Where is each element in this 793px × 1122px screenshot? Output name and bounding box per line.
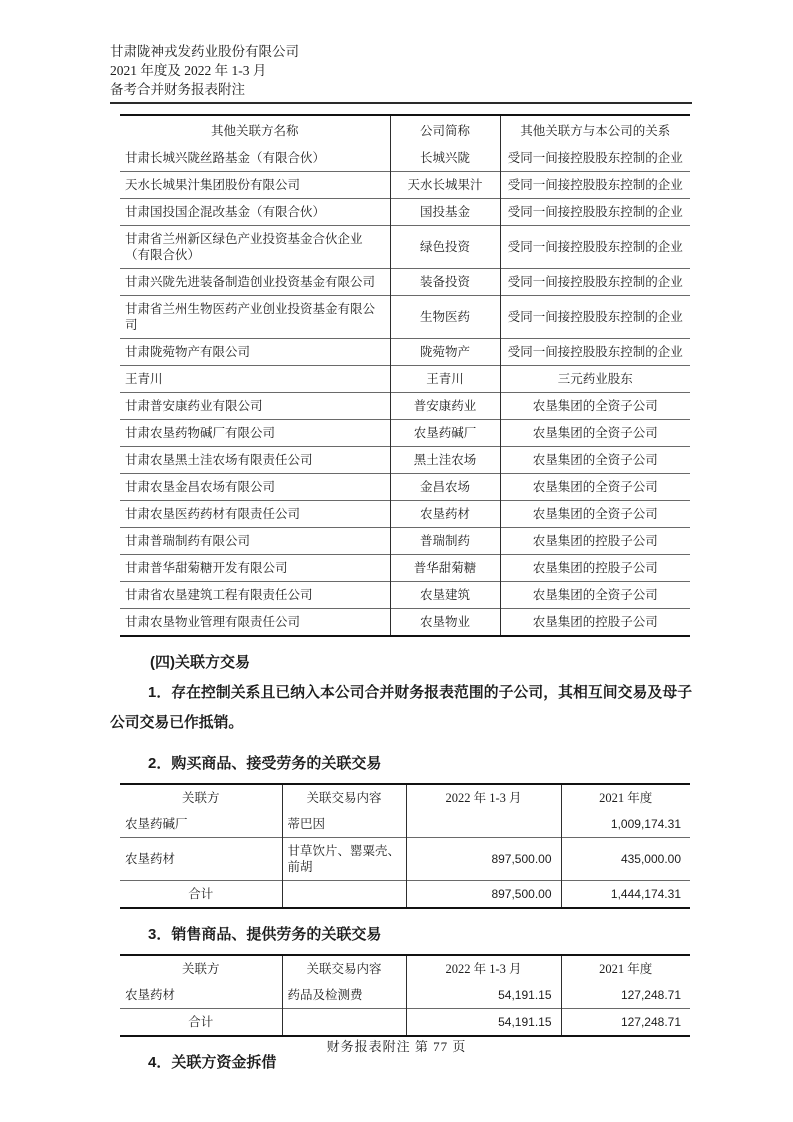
table-header-row (120, 115, 690, 145)
abbr-cell: 陇菀物产 (390, 339, 500, 366)
table-row (120, 296, 690, 339)
amount-2022q1-cell: 54,191.15 (406, 1009, 561, 1037)
page-footer: 财务报表附注 第 77 页 (326, 1039, 467, 1054)
amount-2021-cell: 127,248.71 (561, 1009, 690, 1037)
report-title: 备考合并财务报表附注 (110, 82, 245, 97)
abbr-cell: 黑土洼农场 (390, 447, 500, 474)
abbr-cell: 生物医药 (390, 296, 500, 339)
table-row (120, 838, 690, 881)
party-cell: 农垦药材 (125, 988, 176, 1002)
table-row (120, 501, 690, 528)
name-cell: 甘肃省农垦建筑工程有限责任公司 (125, 588, 313, 602)
item-4-title: 4．关联方资金拆借 (148, 1054, 277, 1071)
sales-transactions-table (120, 954, 690, 1037)
col-header-2021: 2021 年度 (561, 955, 690, 982)
name-cell: 甘肃省兰州生物医药产业创业投资基金有限公司 (125, 302, 376, 332)
party-cell: 农垦药碱厂 (125, 817, 188, 831)
content-cell: 药品及检测费 (282, 982, 406, 1009)
abbr-cell: 金昌农场 (390, 474, 500, 501)
table-row (120, 366, 690, 393)
col-header-party: 关联方 (181, 791, 220, 805)
related-parties-body (120, 145, 690, 636)
relation-cell: 农垦集团的全资子公司 (500, 501, 690, 528)
name-cell: 甘肃普瑞制药有限公司 (125, 534, 251, 548)
related-parties-table (120, 114, 690, 637)
name-cell: 甘肃农垦医药药材有限责任公司 (125, 507, 301, 521)
abbr-cell: 长城兴陇 (390, 145, 500, 172)
relation-cell: 农垦集团的全资子公司 (500, 474, 690, 501)
col-header-party-name: 其他关联方名称 (210, 123, 299, 138)
abbr-cell: 普瑞制药 (390, 528, 500, 555)
amount-2021-cell: 1,444,174.31 (561, 881, 690, 909)
abbr-cell: 农垦建筑 (390, 582, 500, 609)
abbr-cell: 普华甜菊糖 (390, 555, 500, 582)
col-header-2022q1: 2022 年 1-3 月 (406, 784, 561, 811)
relation-cell: 受同一间接控股股东控制的企业 (500, 226, 690, 269)
relation-cell: 农垦集团的全资子公司 (500, 447, 690, 474)
total-row (120, 881, 690, 909)
amount-2022q1-cell: 897,500.00 (406, 881, 561, 909)
name-cell: 甘肃农垦金昌农场有限公司 (125, 480, 276, 494)
table-row (120, 447, 690, 474)
header-divider (110, 102, 692, 104)
page-content (110, 42, 692, 1072)
relation-cell: 农垦集团的全资子公司 (500, 420, 690, 447)
content-cell: 甘草饮片、罂粟壳、前胡 (282, 838, 406, 881)
abbr-cell: 农垦药碱厂 (390, 420, 500, 447)
abbr-cell: 王青川 (390, 366, 500, 393)
amount-2021-cell: 1,009,174.31 (561, 811, 690, 838)
report-period: 2021 年度及 2022 年 1-3 月 (110, 63, 267, 78)
amount-2021-cell: 435,000.00 (561, 838, 690, 881)
item-1-paragraph: 1．存在控制关系且已纳入本公司合并财务报表范围的子公司，其相互间交易及母子公司交易已作抵销。 (110, 685, 692, 731)
relation-cell: 受同一间接控股股东控制的企业 (500, 339, 690, 366)
relation-cell: 农垦集团的全资子公司 (500, 393, 690, 420)
abbr-cell: 装备投资 (390, 269, 500, 296)
content-cell (282, 1009, 406, 1037)
relation-cell: 农垦集团的控股子公司 (500, 609, 690, 637)
table-header-row (120, 955, 690, 982)
relation-cell: 受同一间接控股股东控制的企业 (500, 172, 690, 199)
relation-cell: 三元药业股东 (500, 366, 690, 393)
col-header-2021: 2021 年度 (561, 784, 690, 811)
name-cell: 甘肃农垦黑土洼农场有限责任公司 (125, 453, 313, 467)
amount-2022q1-cell: 897,500.00 (406, 838, 561, 881)
total-label-cell: 合计 (188, 1015, 214, 1029)
party-cell: 农垦药材 (125, 852, 176, 866)
content-cell (282, 881, 406, 909)
name-cell: 甘肃农垦物业管理有限责任公司 (125, 615, 301, 629)
table-row (120, 226, 690, 269)
table-row (120, 528, 690, 555)
relation-cell: 受同一间接控股股东控制的企业 (500, 145, 690, 172)
table-row (120, 145, 690, 172)
abbr-cell: 农垦药材 (390, 501, 500, 528)
document-header (110, 42, 692, 99)
company-name: 甘肃陇神戎发药业股份有限公司 (110, 44, 299, 59)
table-header-row (120, 784, 690, 811)
name-cell: 王青川 (125, 372, 163, 386)
name-cell: 甘肃兴陇先进装备制造创业投资基金有限公司 (125, 275, 376, 289)
content-cell: 蒂巴因 (282, 811, 406, 838)
table-row (120, 269, 690, 296)
amount-2022q1-cell: 54,191.15 (406, 982, 561, 1009)
relation-cell: 农垦集团的控股子公司 (500, 555, 690, 582)
relation-cell: 农垦集团的控股子公司 (500, 528, 690, 555)
abbr-cell: 国投基金 (390, 199, 500, 226)
amount-2021-cell: 127,248.71 (561, 982, 690, 1009)
table-row (120, 982, 690, 1009)
abbr-cell: 绿色投资 (390, 226, 500, 269)
table-row (120, 172, 690, 199)
col-header-content: 关联交易内容 (282, 955, 406, 982)
name-cell: 天水长城果汁集团股份有限公司 (125, 178, 301, 192)
section-4-title: (四)关联方交易 (150, 654, 250, 671)
table-row (120, 555, 690, 582)
relation-cell: 农垦集团的全资子公司 (500, 582, 690, 609)
abbr-cell: 农垦物业 (390, 609, 500, 637)
table-row (120, 393, 690, 420)
item-3-title: 3．销售商品、提供劳务的关联交易 (148, 926, 382, 943)
abbr-cell: 普安康药业 (390, 393, 500, 420)
item-2-title: 2．购买商品、接受劳务的关联交易 (148, 755, 382, 772)
col-header-2022q1: 2022 年 1-3 月 (406, 955, 561, 982)
table-row (120, 420, 690, 447)
col-header-relation: 其他关联方与本公司的关系 (500, 115, 690, 145)
col-header-abbr: 公司简称 (390, 115, 500, 145)
name-cell: 甘肃普安康药业有限公司 (125, 399, 263, 413)
name-cell: 甘肃农垦药物碱厂有限公司 (125, 426, 276, 440)
table-row (120, 474, 690, 501)
relation-cell: 受同一间接控股股东控制的企业 (500, 296, 690, 339)
table-row (120, 609, 690, 637)
table-row (120, 199, 690, 226)
table-row (120, 811, 690, 838)
total-row (120, 1009, 690, 1037)
relation-cell: 受同一间接控股股东控制的企业 (500, 199, 690, 226)
relation-cell: 受同一间接控股股东控制的企业 (500, 269, 690, 296)
name-cell: 甘肃长城兴陇丝路基金（有限合伙） (125, 151, 326, 165)
name-cell: 甘肃省兰州新区绿色产业投资基金合伙企业（有限合伙） (125, 232, 363, 262)
total-label-cell: 合计 (188, 887, 214, 901)
col-header-party: 关联方 (181, 962, 220, 976)
name-cell: 甘肃陇菀物产有限公司 (125, 345, 251, 359)
name-cell: 甘肃国投国企混改基金（有限合伙） (125, 205, 326, 219)
purchase-transactions-table (120, 783, 690, 909)
table-row (120, 339, 690, 366)
amount-2022q1-cell (406, 811, 561, 838)
col-header-content: 关联交易内容 (282, 784, 406, 811)
name-cell: 甘肃普华甜菊糖开发有限公司 (125, 561, 288, 575)
abbr-cell: 天水长城果汁 (390, 172, 500, 199)
table-row (120, 582, 690, 609)
